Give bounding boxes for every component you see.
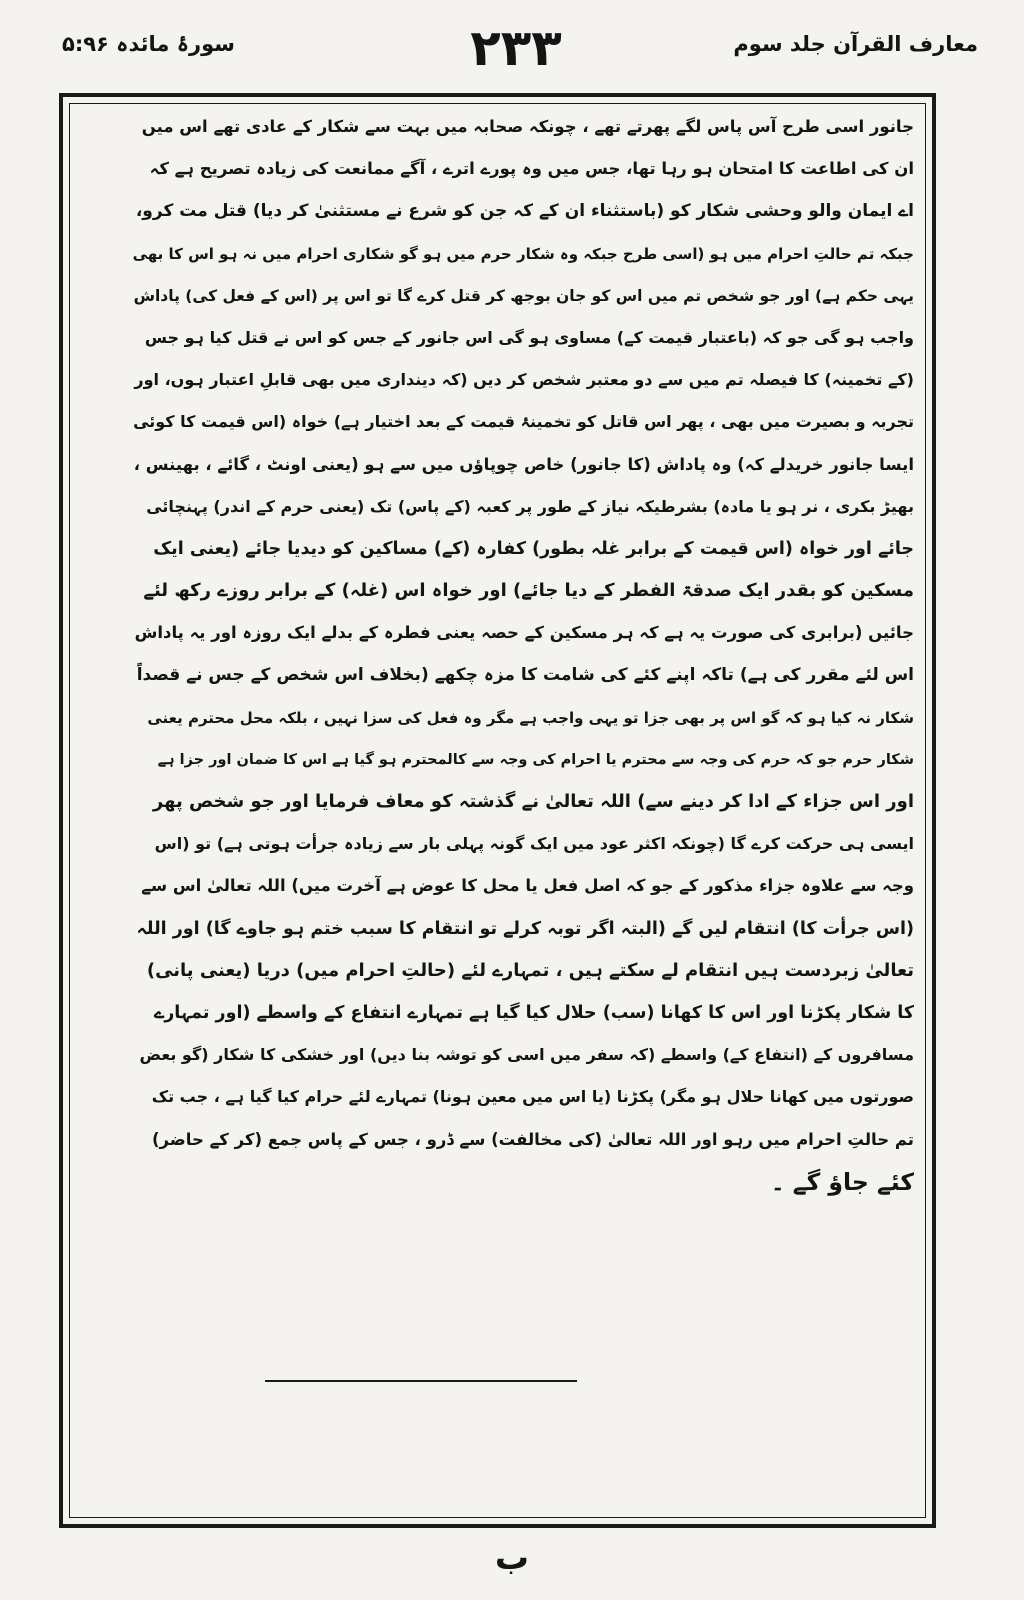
end-of-section-rule	[265, 1380, 577, 1382]
text-line: اور اس جزاء کے ادا کر دینے سے) اللہ تعالیٰ نے گذشتہ کو معاف فرمایا اور جو شخص پھر	[152, 791, 914, 812]
page-header	[48, 18, 984, 82]
signature-mark: ب	[494, 1538, 530, 1578]
book-title: معارف القرآن جلد سوم	[733, 32, 978, 56]
text-line: جانور اسی طرح آس پاس لگے پھرتے تھے ، چونکہ صحابہ میں بہت سے شکار کے عادی تھے اس میں	[141, 117, 914, 136]
text-line: ان کی اطاعت کا امتحان ہو رہا تھا، جس میں وہ پورے اترے ، آگے ممانعت کی زیادہ تصریح ہے کہ	[149, 159, 914, 179]
page-border	[59, 93, 936, 1528]
text-line: یہی حکم ہے) اور جو شخص تم میں اس کو جان بوجھ کر قتل کرے گا تو اس پر (اس کے فعل کی) پاداش	[133, 286, 914, 305]
text-line: (کے تخمینہ) کا فیصلہ تم میں سے دو معتبر شخص کر دیں (کہ دینداری میں بھی قابلِ اعتبار ہوں، اور	[134, 370, 914, 390]
surah-reference: سورۂ مائدہ ۵:۹۶	[62, 32, 235, 56]
text-line: اے ایمان والو وحشی شکار کو (باستثناء ان کے کہ جن کو شرع نے مستثنیٰ کر دیا) قتل مت کرو،	[135, 201, 914, 222]
text-line: شکار نہ کیا ہو کہ گو اس پر بھی جزا تو یہی واجب ہے مگر وہ فعل کی سزا نہیں ، بلکہ محل محترم یعنی	[147, 708, 914, 727]
text-line: تم حالتِ احرام میں رہو اور اللہ تعالیٰ (کی مخالفت) سے ڈرو ، جس کے پاس جمع (کر کے حاضر)	[152, 1129, 914, 1149]
body-text	[133, 106, 914, 1203]
text-line: جبکہ تم حالتِ احرام میں ہو (اسی طرح جبکہ وہ شکار حرم میں ہو گو شکاری احرام میں نہ ہو اس کا بھی	[133, 244, 914, 263]
text-line: صورتوں میں کھانا حلال ہو مگر) پکڑنا (یا اس میں معین ہونا) تمہارے لئے حرام کیا گیا ہے ، جب تک	[151, 1087, 914, 1107]
text-line: کا شکار پکڑنا اور اس کا کھانا (سب) حلال کیا گیا ہے تمہارے انتفاع کے واسطے (اور تمہارے	[153, 1002, 914, 1023]
text-line: (اس جرأت کا) انتقام لیں گے (البتہ اگر توبہ کرلے تو انتقام کا سبب ختم ہو جاوے گا) اور اللہ	[136, 918, 914, 939]
text-line: اس لئے مقرر کی ہے) تاکہ اپنے کئے کی شامت کا مزہ چکھے (بخلاف اس شخص کے جس نے قصداً	[136, 665, 914, 686]
text-line: کئے جاؤ گے ۔	[770, 1167, 914, 1196]
text-line: مسکین کو بقدر ایک صدقۃ الفطر کے دیا جائے) اور خواہ اس (غلہ) کے برابر روزے رکھ لئے	[143, 580, 914, 602]
text-line: جائیں (برابری کی صورت یہ ہے کہ ہر مسکین کے حصہ یعنی فطرہ کے بدلے ایک روزہ اور یہ پاداش	[134, 623, 914, 643]
text-line: تعالیٰ زبردست ہیں انتقام لے سکتے ہیں ، تمہارے لئے (حالتِ احرام میں) دریا (یعنی پانی)	[146, 959, 914, 981]
text-line: شکار حرم جو کہ حرم کی وجہ سے محترم یا احرام کی وجہ سے کالمحترم ہو گیا ہے اس کا ضمان اور جزا ہے	[157, 751, 914, 768]
text-line: جائے اور خواہ (اس قیمت کے برابر غلہ بطور) کفارہ (کے) مساکین کو دیدیا جائے (یعنی ایک	[153, 538, 914, 559]
text-line: ایسی ہی حرکت کرے گا (چونکہ اکثر عود میں ایک گونہ پہلی بار سے زیادہ جرأت ہوتی ہے) تو (اس	[154, 834, 914, 854]
text-line: تجربہ و بصیرت میں بھی ، پھر اس قاتل کو تخمینۂ قیمت کے بعد اختیار ہے) خواہ (اس قیمت کا کوئی	[133, 412, 914, 432]
text-line: مسافروں کے (انتفاع کے) واسطے (کہ سفر میں اسی کو توشہ بنا دیں) اور خشکی کا شکار (گو بعض	[139, 1045, 914, 1065]
page-number: ۲۳۳	[470, 19, 562, 77]
text-line: واجب ہو گی جو کہ (باعتبار قیمت کے) مساوی ہو گی اس جانور کے جس کو اس نے قتل کیا ہو جس	[144, 327, 914, 347]
text-line: وجہ سے علاوہ جزاء مذکور کے جو کہ اصل فعل یا محل کا عوض ہے آخرت میں) اللہ تعالیٰ اس سے	[141, 876, 914, 896]
text-line: ایسا جانور خریدلے کہ) وہ پاداش (کا جانور) خاص چوپاؤں میں سے ہو (یعنی اونٹ ، گائے ، بھینس ،	[133, 454, 914, 474]
text-line: بھیڑ بکری ، نر ہو یا مادہ) بشرطیکہ نیاز کے طور پر کعبہ (کے پاس) تک (یعنی حرم کے اندر) پہنچائی	[146, 496, 914, 516]
